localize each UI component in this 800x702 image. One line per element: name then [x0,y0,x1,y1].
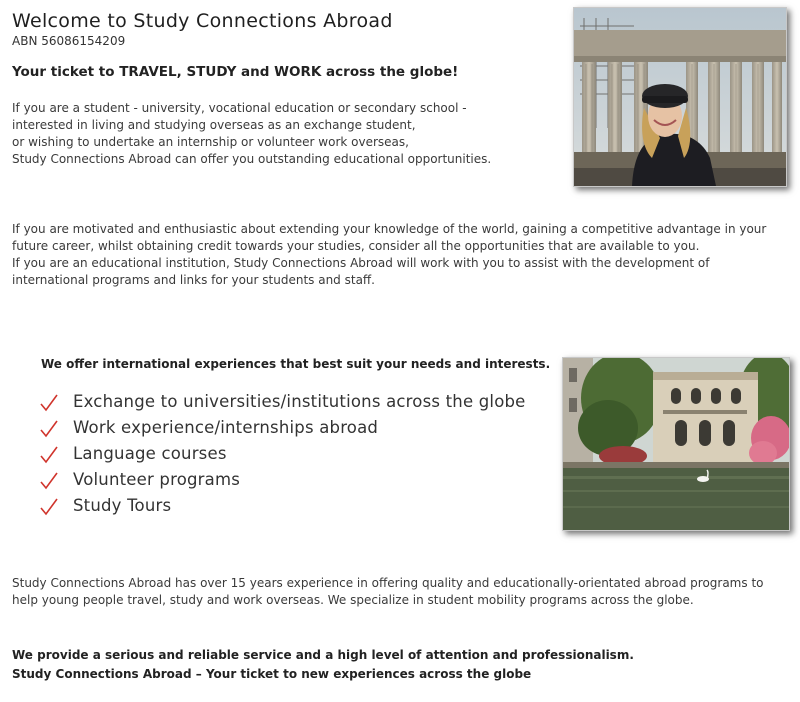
list-item [40,388,526,414]
check-icon [40,420,58,438]
intro-line: Study Connections Abroad can offer you outstanding educational opportunities. [12,152,492,166]
list-item-label: Exchange to universities/institutions across the globe [73,391,526,411]
closing-statement [12,646,634,684]
list-item-label: Language courses [73,443,227,463]
about-paragraph: Study Connections Abroad has over 15 years experience in offering quality and educationally-orientated abroad programs to help young people travel, study and work overseas. We specialize in student mobility programs across the globe. [12,576,764,607]
intro-paragraph [12,100,562,168]
list-item-label: Volunteer programs [73,469,241,489]
motivation-paragraph: If you are motivated and enthusiastic about extending your knowledge of the world, gaining a competitive advantage in your future career, whilst obtaining credit towards your studies, consider all the opportunities that are available to you. [12,222,767,253]
list-item [40,492,526,518]
offer-list [40,388,526,518]
list-item [40,466,526,492]
motivation-section [12,221,782,289]
list-item [40,440,526,466]
canal-villa-photo [562,357,790,531]
check-icon [40,498,58,516]
intro-line: interested in living and studying overseas as an exchange student, [12,118,416,132]
closing-slogan: Study Connections Abroad – Your ticket to new experiences across the globe [12,667,532,681]
page-title: Welcome to Study Connections Abroad [12,10,393,32]
institution-paragraph: If you are an educational institution, Study Connections Abroad will work with you to assist with the development of international programs and links for your students and staff. [12,256,710,287]
offer-heading: We offer international experiences that best suit your needs and interests. [41,357,551,371]
intro-line: or wishing to undertake an internship or volunteer work overseas, [12,135,409,149]
closing-line: We provide a serious and reliable service and a high level of attention and professionalism. [12,648,634,662]
parthenon-photo [573,7,787,187]
abn-number: ABN 56086154209 [12,34,126,48]
check-icon [40,394,58,412]
tagline: Your ticket to TRAVEL, STUDY and WORK across the globe! [12,64,459,80]
list-item [40,414,526,440]
intro-line: If you are a student - university, vocational education or secondary school - [12,101,467,115]
check-icon [40,446,58,464]
list-item-label: Study Tours [73,495,172,515]
list-item-label: Work experience/internships abroad [73,417,379,437]
check-icon [40,472,58,490]
